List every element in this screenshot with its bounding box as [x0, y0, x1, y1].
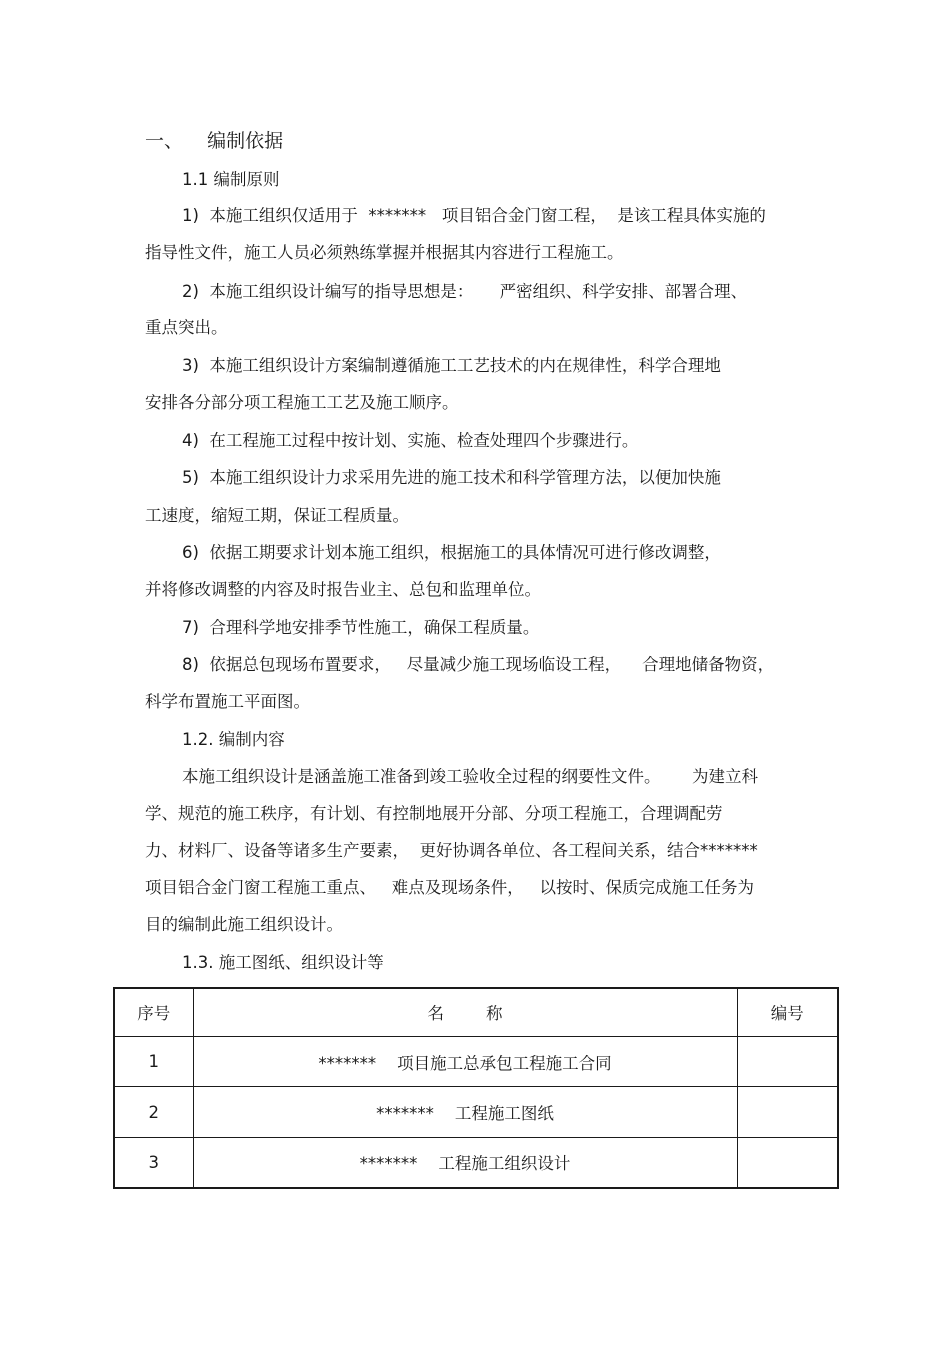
content-paragraph-line-4: 项目铝合金门窗工程施工重点、 难点及现场条件， 以按时、保质完成施工任务为	[145, 878, 754, 897]
content-paragraph-line-3: 力、材料厂、设备等诸多生产要素， 更好协调各单位、各工程间关系，结合*******	[145, 841, 758, 860]
cell-seq: 1	[114, 1036, 193, 1087]
paragraph-3-line-1: 3) 本施工组织设计方案编制遵循施工工艺技术的内在规律性，科学合理地	[182, 356, 721, 375]
paragraph-4-line-1: 4) 在工程施工过程中按计划、实施、检查处理四个步骤进行。	[182, 431, 639, 450]
paragraph-8-line-1: 8) 依据总包现场布置要求， 尽量减少施工现场临设工程， 合理地储备物资，	[182, 655, 775, 674]
paragraph-2-line-2: 重点突出。	[145, 318, 228, 337]
paragraph-8-line-2: 科学布置施工平面图。	[145, 692, 310, 711]
table-row	[114, 1087, 838, 1138]
subsection-heading-1-3: 1.3. 施工图纸、组织设计等	[182, 953, 384, 972]
cell-number	[737, 1036, 838, 1087]
subsection-heading-1-1: 1.1 编制原则	[182, 170, 280, 189]
cell-number	[737, 1087, 838, 1138]
header-number: 编号	[737, 988, 838, 1036]
header-name: 名 称	[193, 988, 737, 1036]
content-paragraph-line-1: 本施工组织设计是涵盖施工准备到竣工验收全过程的纲要性文件。 为建立科	[182, 767, 758, 786]
paragraph-6-line-2: 并将修改调整的内容及时报告业主、总包和监理单位。	[145, 580, 541, 599]
paragraph-7-line-1: 7) 合理科学地安排季节性施工，确保工程质量。	[182, 618, 540, 637]
paragraph-5-line-1: 5) 本施工组织设计力求采用先进的施工技术和科学管理方法，以便加快施	[182, 468, 721, 487]
cell-number	[737, 1137, 838, 1188]
section-heading: 一、 编制依据	[145, 130, 284, 152]
paragraph-1-line-2: 指导性文件，施工人员必须熟练掌握并根据其内容进行工程施工。	[145, 243, 624, 262]
content-paragraph-line-2: 学、规范的施工秩序，有计划、有控制地展开分部、分项工程施工，合理调配劳	[145, 804, 723, 823]
table-row	[114, 1036, 838, 1087]
paragraph-1-line-1: 1) 本施工组织仅适用于 ******* 项目铝合金门窗工程， 是该工程具体实施的	[182, 206, 766, 225]
cell-seq: 2	[114, 1087, 193, 1138]
content-paragraph-line-5: 目的编制此施工组织设计。	[145, 915, 343, 934]
paragraph-5-line-2: 工速度，缩短工期，保证工程质量。	[145, 506, 409, 525]
table-row	[114, 1137, 838, 1188]
header-seq: 序号	[114, 988, 193, 1036]
cell-name: ******* 工程施工组织设计	[193, 1137, 737, 1188]
subsection-heading-1-2: 1.2. 编制内容	[182, 730, 285, 749]
paragraph-6-line-1: 6) 依据工期要求计划本施工组织，根据施工的具体情况可进行修改调整，	[182, 543, 721, 562]
paragraph-3-line-2: 安排各分部分项工程施工工艺及施工顺序。	[145, 393, 459, 412]
cell-name: ******* 项目施工总承包工程施工合同	[193, 1036, 737, 1087]
paragraph-2-line-1: 2) 本施工组织设计编写的指导思想是： 严密组织、科学安排、部署合理、	[182, 282, 748, 301]
cell-seq: 3	[114, 1137, 193, 1188]
table-header-row	[114, 988, 838, 1036]
cell-name: ******* 工程施工图纸	[193, 1087, 737, 1138]
drawings-table	[113, 987, 839, 1189]
